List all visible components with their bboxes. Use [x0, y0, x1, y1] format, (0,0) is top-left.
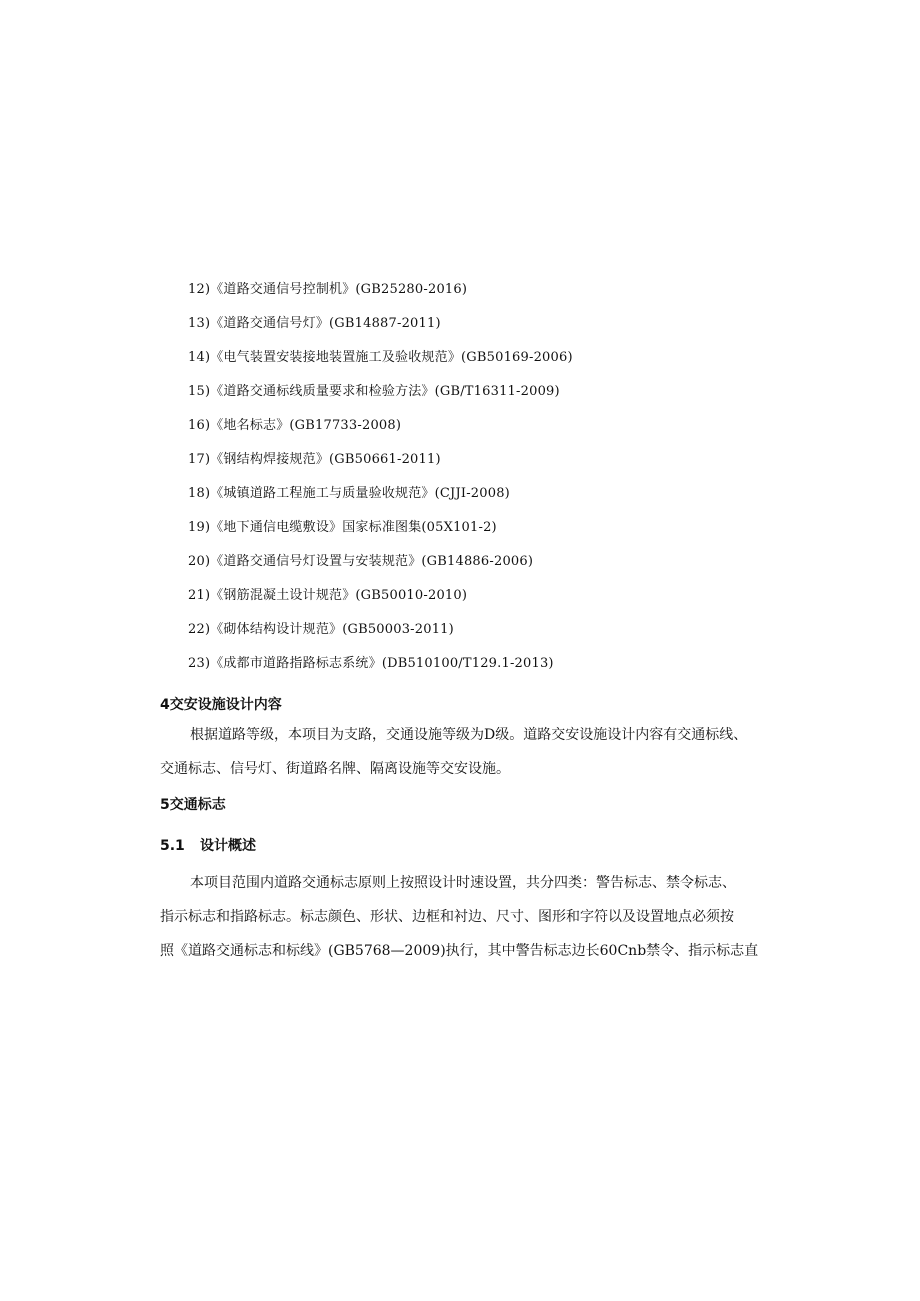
section-title: 设计概述: [200, 838, 256, 854]
section-number: 5.1: [160, 838, 185, 854]
reference-item: 13)《道路交通信号灯》(GB14887-2011): [188, 316, 441, 331]
section-5-1-paragraph: [160, 866, 778, 968]
reference-item: 19)《地下通信电缆敷设》国家标准图集(05X101-2): [188, 520, 497, 535]
section-4-paragraph: [160, 718, 778, 786]
reference-item: 22)《砌体结构设计规范》(GB50003-2011): [188, 622, 454, 637]
reference-item: 18)《城镇道路工程施工与质量验收规范》(CJJI-2008): [188, 486, 510, 501]
paragraph-line: 本项目范围内道路交通标志原则上按照设计时速设置，共分四类：警告标志、禁令标志、: [190, 875, 736, 891]
section-5-heading: 5交通标志: [160, 797, 226, 813]
section-5-1-heading: [160, 835, 256, 857]
reference-list: [188, 279, 828, 687]
reference-item: 23)《成都市道路指路标志系统》(DB510100/T129.1-2013): [188, 656, 554, 671]
paragraph-line: 指示标志和指路标志。标志颜色、形状、边框和衬边、尺寸、图形和字符以及设置地点必须按: [160, 909, 734, 925]
paragraph-line: 根据道路等级，本项目为支路，交通设施等级为D级。道路交安设施设计内容有交通标线、: [190, 727, 748, 743]
reference-item: 15)《道路交通标线质量要求和检验方法》(GB/T16311-2009): [188, 384, 560, 399]
paragraph-line: 交通标志、信号灯、街道路名牌、隔离设施等交安设施。: [160, 761, 510, 777]
reference-item: 20)《道路交通信号灯设置与安装规范》(GB14886-2006): [188, 554, 534, 569]
reference-item: 12)《道路交通信号控制机》(GB25280-2016): [188, 282, 468, 297]
reference-item: 16)《地名标志》(GB17733-2008): [188, 418, 402, 433]
reference-item: 21)《钢筋混凝土设计规范》(GB50010-2010): [188, 588, 468, 603]
section-4-heading: 4交安设施设计内容: [160, 697, 282, 713]
paragraph-line: 照《道路交通标志和标线》(GB5768—2009)执行，其中警告标志边长60Cnb禁令、指示标志直: [160, 943, 759, 959]
reference-item: 14)《电气装置安装接地装置施工及验收规范》(GB50169-2006): [188, 350, 573, 365]
reference-item: 17)《钢结构焊接规范》(GB50661-2011): [188, 452, 441, 467]
